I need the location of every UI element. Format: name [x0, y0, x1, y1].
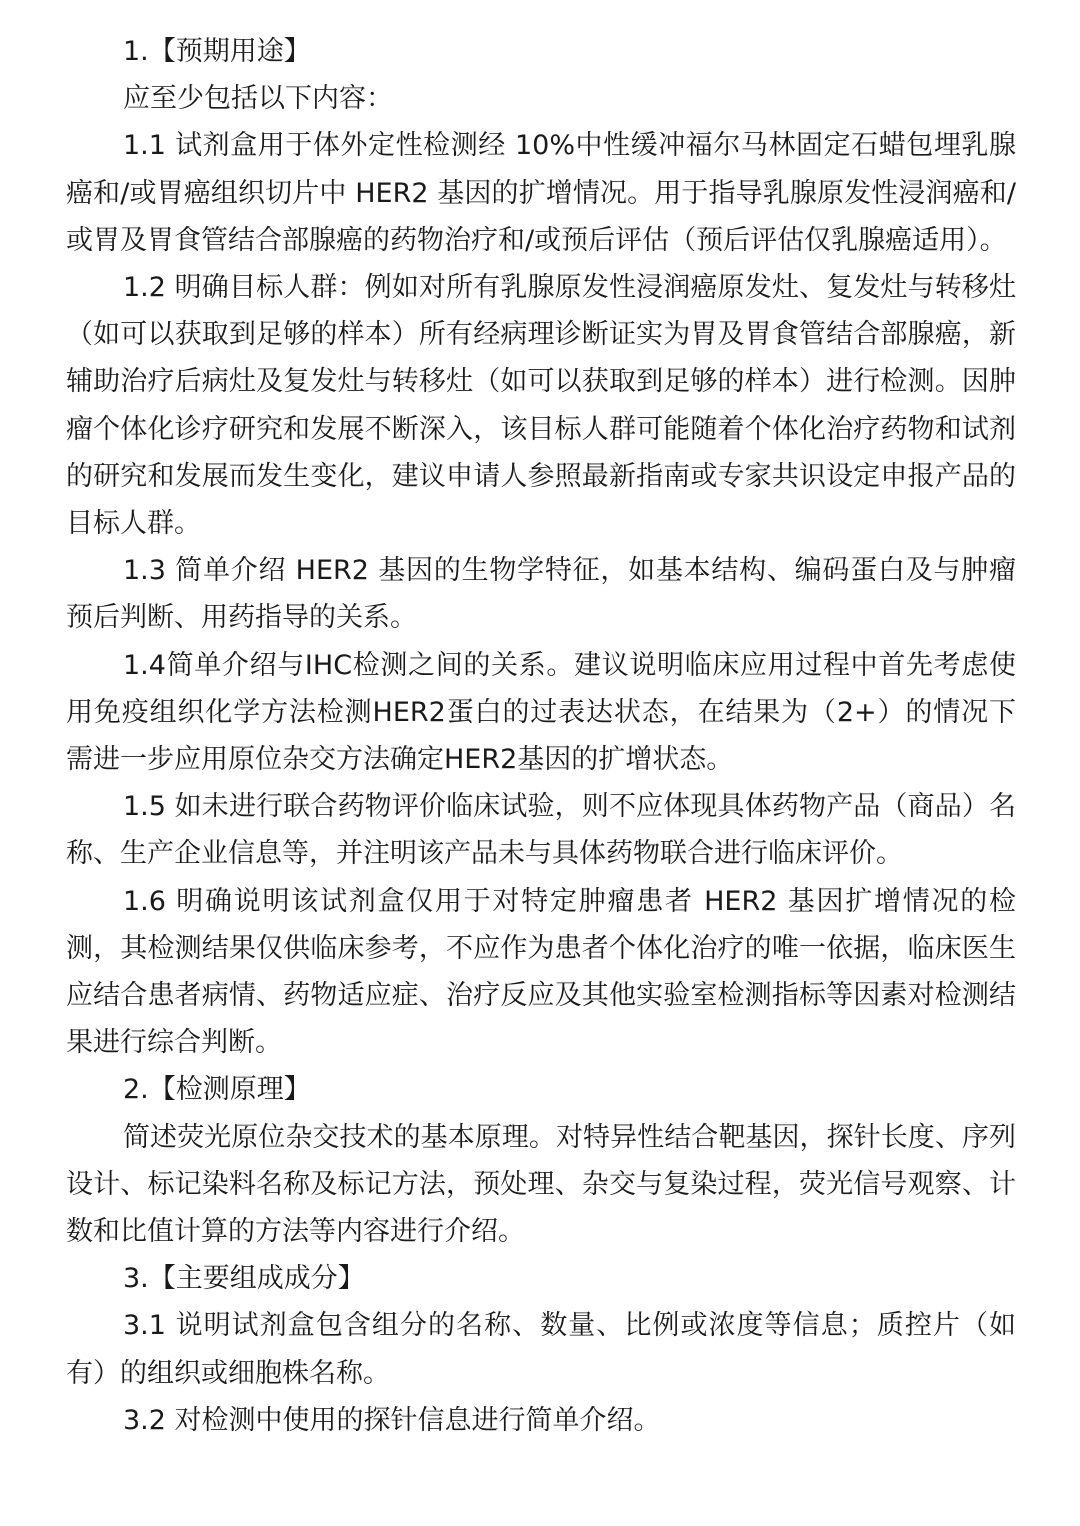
paragraph-1-2: 1.2 明确目标人群：例如对所有乳腺原发性浸润癌原发灶、复发灶与转移灶（如可以获取到足够的样本）所有经病理诊断证实为胃及胃食管结合部腺癌，新辅助治疗后病灶及复发灶与转移灶（如可以获取到足够的样本）进行检测。因肿瘤个体化诊疗研究和发展不断深入，该目标人群可能随着个体化治疗药物和试剂的研究和发展而发生变化，建议申请人参照最新指南或专家共识设定申报产品的目标人群。 [66, 272, 1016, 540]
paragraph-1-4: 1.4简单介绍与IHC检测之间的关系。建议说明临床应用过程中首先考虑使用免疫组织化学方法检测HER2蛋白的过表达状态，在结果为（2+）的情况下需进一步应用原位杂交方法确定HER2基因的扩增状态。 [66, 649, 1016, 776]
section-heading-intended-use: 1.【预期用途】 [123, 36, 311, 67]
section-heading-detection-principle: 2.【检测原理】 [123, 1074, 311, 1106]
paragraph-3-2: 3.2 对检测中使用的探针信息进行简单介绍。 [123, 1404, 661, 1436]
paragraph-principle: 简述荧光原位杂交技术的基本原理。对特异性结合靶基因，探针长度、序列设计、标记染料名称及标记方法，预处理、杂交与复染过程，荧光信号观察、计数和比值计算的方法等内容进行介绍。 [66, 1121, 1016, 1248]
paragraph-1-5: 1.5 如未进行联合药物评价临床试验，则不应体现具体药物产品（商品）名称、生产企业信息等，并注明该产品未与具体药物联合进行临床评价。 [66, 791, 1016, 870]
document-body [66, 28, 1016, 1444]
paragraph-1-1: 1.1 试剂盒用于体外定性检测经 10%中性缓冲福尔马林固定石蜡包埋乳腺癌和/或胃癌组织切片中 HER2 基因的扩增情况。用于指导乳腺原发性浸润癌和/或胃及胃食管结合部腺癌的药物治疗和/或预后评估（预后评估仅乳腺癌适用）。 [66, 130, 1016, 256]
paragraph-3-1: 3.1 说明试剂盒包含组分的名称、数量、比例或浓度等信息；质控片（如有）的组织或细胞株名称。 [66, 1310, 1016, 1389]
section-heading-main-components: 3.【主要组成成分】 [123, 1263, 365, 1295]
paragraph-1-6: 1.6 明确说明该试剂盒仅用于对特定肿瘤患者 HER2 基因扩增情况的检测，其检测结果仅供临床参考，不应作为患者个体化治疗的唯一依据，临床医生应结合患者病情、药物适应症、治疗反应及其他实验室检测指标等因素对检测结果进行综合判断。 [66, 885, 1016, 1059]
paragraph-intro: 应至少包括以下内容： [123, 83, 393, 115]
paragraph-1-3: 1.3 简单介绍 HER2 基因的生物学特征，如基本结构、编码蛋白及与肿瘤预后判断、用药指导的关系。 [66, 555, 1016, 634]
